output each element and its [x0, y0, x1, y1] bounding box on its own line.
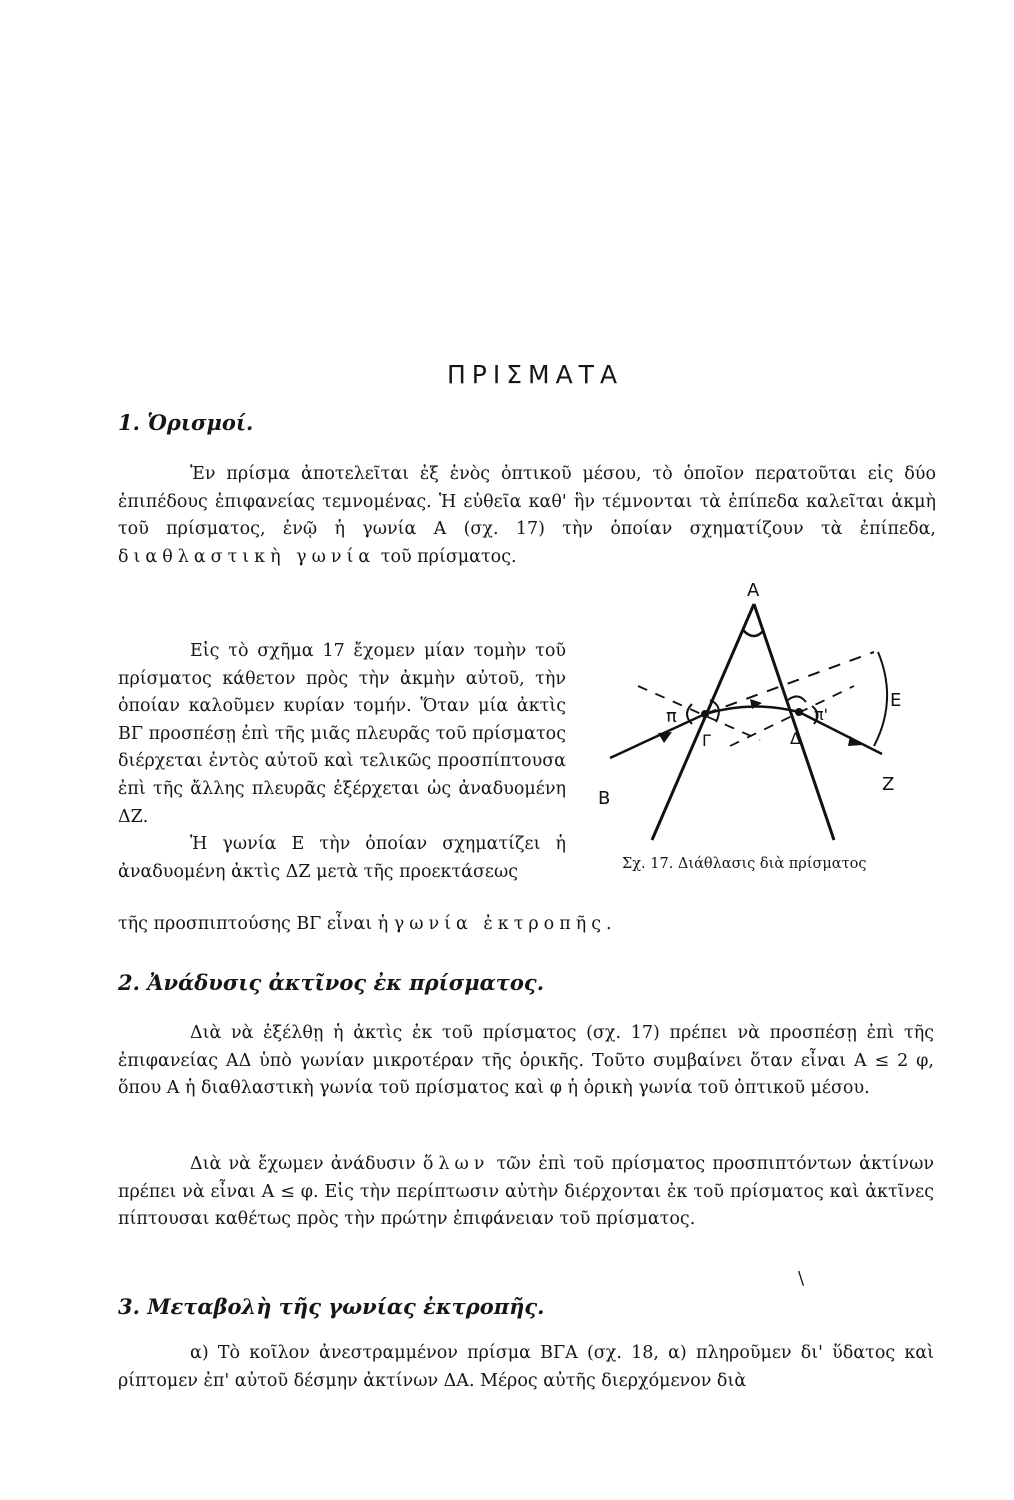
- section-1-paragraph-3-text: Ἡ γωνία Ε τὴν ὁποίαν σχηματίζει ἡ ἀναδυομένη ἀκτὶς ΔΖ μετὰ τῆς προεκτάσεως: [118, 834, 566, 882]
- section-1-paragraph-2: Εἰς τὸ σχῆμα 17 ἔχομεν μίαν τομὴν τοῦ πρίσματος κάθετον πρὸς τὴν ἀκμὴν αὐτοῦ, τὴν ὁποίαν καλοῦμεν κυρίαν τομήν. Ὅταν μία ἀκτὶς ΒΓ προσπέσῃ ἐπὶ τῆς μιᾶς πλευρᾶς τοῦ πρίσματος διέρχεται ἐντὸς αὐτοῦ καὶ τελικῶς προσπίπτουσα ἐπὶ τῆς ἄλλης πλευρᾶς ἐξέρχεται ὡς ἀναδυομένη ΔΖ.: [118, 641, 566, 827]
- section-3-body: [118, 1340, 934, 1395]
- prism-diagram: [592, 582, 914, 874]
- internal-angle-arc: [788, 696, 806, 702]
- section-1-paragraph-1: [118, 461, 936, 571]
- emergent-ray: [799, 712, 882, 754]
- stray-pen-mark: \: [798, 1268, 805, 1289]
- deviation-angle-term: γωνία ἐκτροπῆς.: [393, 914, 617, 934]
- section-2-heading: 2. Ἀνάδυσις ἀκτῖνος ἐκ πρίσματος.: [118, 970, 545, 995]
- all-rays-term: ὅλων: [422, 1154, 490, 1174]
- deviation-angle-arc: [874, 652, 887, 746]
- label-B: Β: [598, 788, 611, 809]
- label-Z: Ζ: [882, 774, 895, 795]
- section-1-paragraph-1-end: τοῦ πρίσματος.: [380, 546, 517, 567]
- apex-angle-arc: [743, 630, 764, 636]
- section-1-body: [118, 461, 936, 571]
- label-E: Ε: [890, 690, 902, 711]
- section-1-paragraph-3-cont: τῆς προσπιπτούσης ΒΓ εἶναι ἡ: [118, 914, 389, 934]
- emergent-ray-arrow: [848, 736, 862, 746]
- section-3-paragraph-1: α) Τὸ κοῖλον ἀνεστραμμένον πρίσμα ΒΓΑ (σχ. 18, α) πληροῦμεν δι' ὕδατος καὶ ρίπτομεν ἐπ' αὐτοῦ δέσμην ἀκτίνων ΔΑ. Μέρος αὐτῆς διερχόμενον διὰ: [118, 1343, 934, 1391]
- incident-ray-arrow: [658, 732, 672, 743]
- section-1-paragraph-3: [118, 831, 566, 886]
- section-2-body-2: [118, 1151, 934, 1234]
- prism-figure: [592, 582, 914, 874]
- refracting-angle-term: διαθλαστικὴ γωνία: [118, 546, 376, 567]
- label-Gamma: Γ: [702, 731, 711, 750]
- section-1-heading: 1. Ὁρισμοί.: [118, 410, 254, 435]
- point-gamma: [701, 710, 709, 718]
- section-2-body: [118, 1020, 934, 1103]
- section-1-last-line: [118, 911, 718, 939]
- section-2-paragraph-1: Διὰ νὰ ἐξέλθῃ ἡ ἀκτὶς ἐκ τοῦ πρίσματος (σχ. 17) πρέπει νὰ προσπέσῃ ἐπὶ τῆς ἐπιφανείας ΑΔ ὑπὸ γωνίαν μικροτέραν τῆς ὁρικῆς. Τοῦτο συμβαίνει ὅταν εἶναι Α ≤ 2 φ, ὅπου Α ἡ διαθλαστικὴ γωνία τοῦ πρίσματος καὶ φ ἡ ὁρικὴ γωνία τοῦ ὀπτικοῦ μέσου.: [118, 1023, 934, 1099]
- label-A: Α: [747, 582, 760, 601]
- point-delta: [795, 708, 803, 716]
- label-Delta: Δ: [790, 729, 801, 748]
- page-title: ΠΡΙΣΜΑΤΑ: [446, 360, 624, 389]
- figure-caption: Σχ. 17. Διάθλασις διὰ πρίσματος: [622, 856, 867, 872]
- label-pi-prime: π': [814, 705, 829, 724]
- label-pi: π: [666, 706, 677, 727]
- section-2-paragraph-2-rest: τῶν ἐπὶ τοῦ πρίσματος προσπιπτόντων ἀκτίνων πρέπει νὰ εἶναι Α ≤ φ. Εἰς τὴν περίπτωσιν αὐτὴν διέρχονται ἐκ τοῦ πρίσματος καὶ ἀκτῖνες πίπτουσαι καθέτως πρὸς τὴν πρώτην ἐπιφάνειαν τοῦ πρίσματος.: [118, 1154, 934, 1230]
- section-2-paragraph-2: [118, 1151, 934, 1234]
- section-3-heading: 3. Μεταβολὴ τῆς γωνίας ἐκτροπῆς.: [118, 1294, 545, 1319]
- section-2-paragraph-2-text: Διὰ νὰ ἔχωμεν ἀνάδυσιν: [190, 1154, 416, 1174]
- section-1-paragraph-1-text: Ἐν πρίσμα ἀποτελεῖται ἐξ ἑνὸς ὀπτικοῦ μέσου, τὸ ὁποῖον περατοῦται εἰς δύο ἐπιπέδους ἐπιφανείας τεμνομένας. Ἡ εὐθεῖα καθ' ἣν τέμνονται τὰ ἐπίπεδα καλεῖται ἀκμὴ τοῦ πρίσματος, ἐνῷ ἡ γωνία Α (σχ. 17) τὴν ὁποίαν σχηματίζουν τὰ ἐπίπεδα,: [118, 464, 936, 540]
- section-1-body-2: [118, 638, 566, 886]
